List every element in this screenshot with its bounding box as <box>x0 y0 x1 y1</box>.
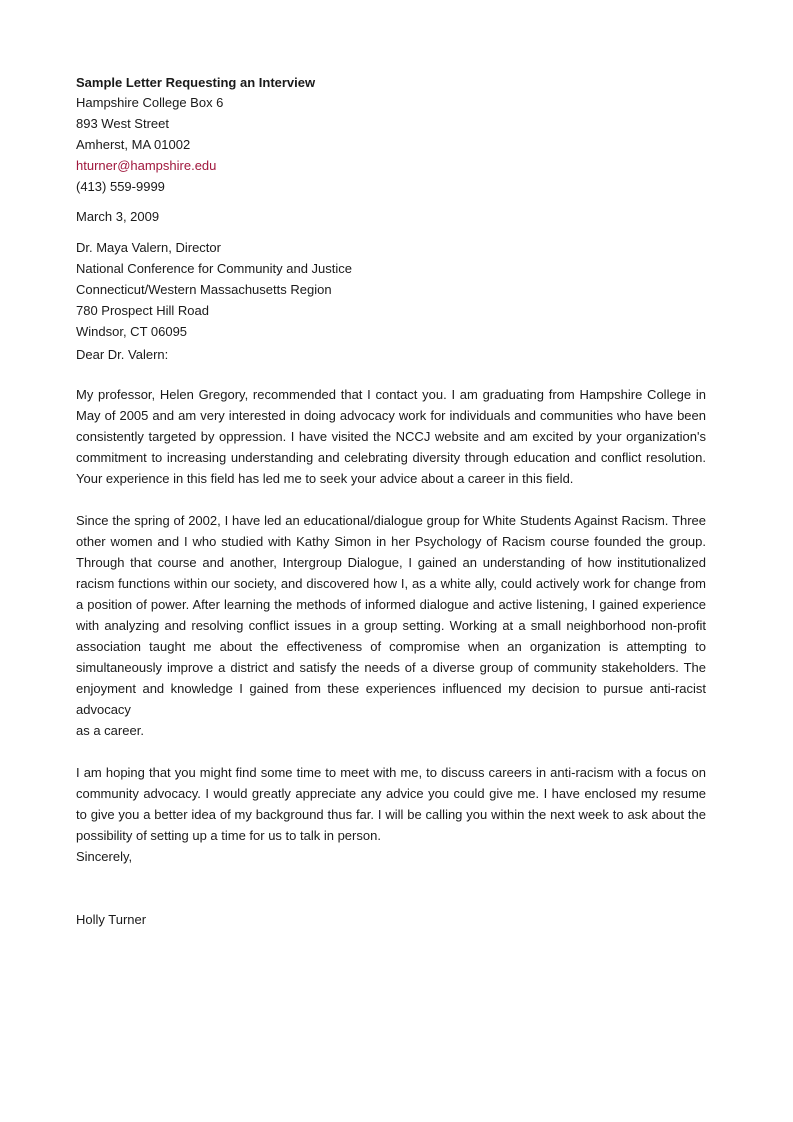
paragraph-line: I am hoping that you might find some time to meet with me, to discuss careers in anti-racism with a focus on <box>76 765 706 780</box>
paragraph-line: a position of power. After learning the methods of informed dialogue and active listening, I gained experience <box>76 597 706 612</box>
paragraph-line: to give you a better idea of my background thus far. I will be calling you within the next week to ask about the <box>76 807 706 822</box>
paragraph-line: association taught me about the effectiveness of compromise when an organization is attempting to <box>76 639 706 654</box>
closing: Sincerely, <box>76 849 133 864</box>
paragraph-line: May of 2005 and am very interested in doing advocacy work for individuals and communities who have been <box>76 408 706 423</box>
paragraph-line: enjoyment and knowledge I gained from these experiences influenced my decision to pursue anti-racist <box>76 681 706 696</box>
paragraph-line: Since the spring of 2002, I have led an educational/dialogue group for White Students Against Racism. Three <box>76 513 706 528</box>
sender-address-block <box>76 92 706 197</box>
paragraph-line: possibility of setting up a time for us to talk in person. <box>76 828 381 843</box>
letter-page <box>76 74 706 930</box>
sender-address-line2: 893 West Street <box>76 116 169 131</box>
sender-email-link[interactable]: hturner@hampshire.edu <box>76 158 217 173</box>
body-paragraph-3 <box>76 762 706 846</box>
recipient-address-block <box>76 237 706 342</box>
signature-name: Holly Turner <box>76 912 147 927</box>
body-paragraph-1 <box>76 384 706 489</box>
recipient-street: 780 Prospect Hill Road <box>76 303 209 318</box>
paragraph-line: Through that course and another, Intergroup Dialogue, I gained an understanding of how institutionalized <box>76 555 706 570</box>
paragraph-line: other women and I who studied with Kathy Simon in her Psychology of Racism course founded the group. <box>76 534 706 549</box>
letter-date: March 3, 2009 <box>76 209 160 224</box>
sender-phone: (413) 559-9999 <box>76 179 165 194</box>
paragraph-line: community advocacy. I would greatly appreciate any advice you could give me. I have enclosed my resume <box>76 786 706 801</box>
sender-city-state-zip: Amherst, MA 01002 <box>76 137 191 152</box>
paragraph-line: Your experience in this field has led me to seek your advice about a career in this field. <box>76 471 574 486</box>
paragraph-line: commitment to increasing understanding and celebrating diversity through education and conflict resolution. <box>76 450 706 465</box>
recipient-organization: National Conference for Community and Justice <box>76 261 353 276</box>
salutation: Dear Dr. Valern: <box>76 347 169 362</box>
paragraph-line: racism functions within our society, and discovered how I, as a white ally, could actively work for change from <box>76 576 706 591</box>
letter-title: Sample Letter Requesting an Interview <box>76 75 316 90</box>
paragraph-line: advocacy <box>76 702 131 717</box>
paragraph-line: simultaneously improve a district and satisfy the needs of a diverse group of community stakeholders. The <box>76 660 706 675</box>
paragraph-line: with analyzing and resolving conflict issues in a group setting. Working at a small neighborhood non-profit <box>76 618 706 633</box>
recipient-region: Connecticut/Western Massachusetts Region <box>76 282 332 297</box>
recipient-city-state-zip: Windsor, CT 06095 <box>76 324 188 339</box>
body-paragraph-2 <box>76 510 706 741</box>
recipient-name-title: Dr. Maya Valern, Director <box>76 240 221 255</box>
paragraph-line: as a career. <box>76 723 144 738</box>
sender-address-line1: Hampshire College Box 6 <box>76 95 224 110</box>
paragraph-line: consistently targeted by oppression. I have visited the NCCJ website and am excited by your organization's <box>76 429 706 444</box>
paragraph-line: My professor, Helen Gregory, recommended that I contact you. I am graduating from Hampshire College in <box>76 387 706 402</box>
